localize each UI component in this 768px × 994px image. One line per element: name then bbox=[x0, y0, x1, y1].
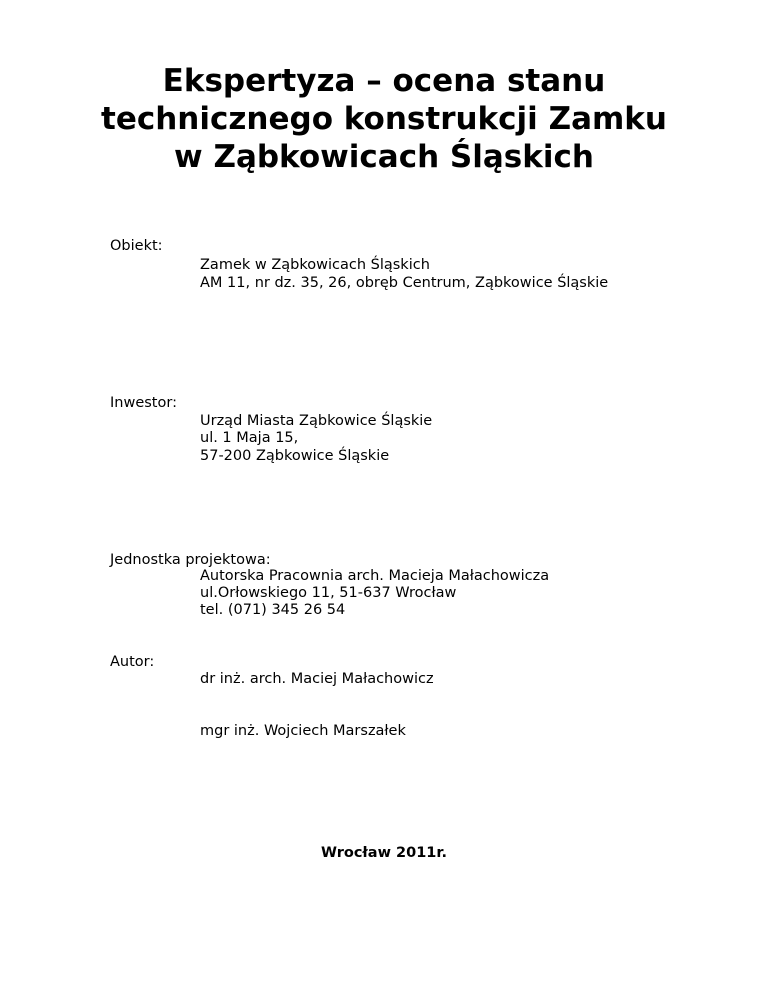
place-date: Wrocław 2011r. bbox=[320, 845, 447, 861]
author-1: dr inż. arch. Maciej Małachowicz bbox=[200, 671, 434, 687]
title-line-1: Ekspertyza – ocena stanu bbox=[162, 63, 606, 99]
inwestor-label: Inwestor: bbox=[110, 395, 177, 411]
author-2: mgr inż. Wojciech Marszałek bbox=[200, 723, 406, 739]
obiekt-address: AM 11, nr dz. 35, 26, obręb Centrum, Ząbkowice Śląskie bbox=[200, 275, 609, 291]
jednostka-label: Jednostka projektowa: bbox=[110, 552, 271, 568]
title-line-3: w Ząbkowicach Śląskich bbox=[174, 139, 594, 175]
inwestor-street: ul. 1 Maja 15, bbox=[200, 430, 299, 446]
obiekt-name: Zamek w Ząbkowicach Śląskich bbox=[200, 257, 430, 273]
document-title bbox=[0, 62, 768, 176]
jednostka-name: Autorska Pracownia arch. Macieja Małachowicza bbox=[200, 568, 550, 584]
jednostka-phone: tel. (071) 345 26 54 bbox=[200, 602, 346, 618]
autor-label: Autor: bbox=[110, 654, 155, 670]
jednostka-street: ul.Orłowskiego 11, 51-637 Wrocław bbox=[200, 585, 457, 601]
inwestor-name: Urząd Miasta Ząbkowice Śląskie bbox=[200, 413, 433, 429]
title-line-2: technicznego konstrukcji Zamku bbox=[101, 101, 667, 137]
obiekt-label: Obiekt: bbox=[110, 238, 163, 254]
inwestor-city: 57-200 Ząbkowice Śląskie bbox=[200, 448, 390, 464]
